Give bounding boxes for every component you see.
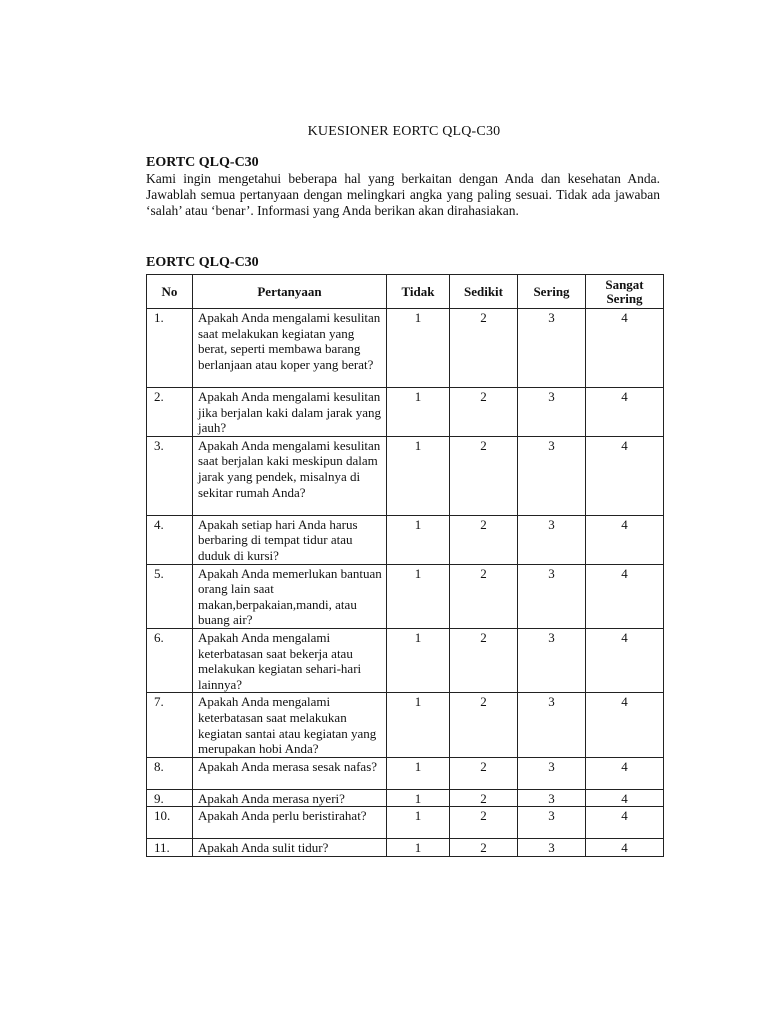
table-row <box>147 309 664 388</box>
table-row <box>147 564 664 628</box>
header-tidak: Tidak <box>387 275 450 309</box>
header-question: Pertanyaan <box>193 275 387 309</box>
score-option-2[interactable]: 2 <box>450 436 518 515</box>
score-option-4[interactable]: 4 <box>586 515 664 564</box>
row-question: Apakah Anda mengalami keterbatasan saat bekerja atau melakukan kegiatan sehari-hari lainnya? <box>193 628 387 692</box>
score-option-1[interactable]: 1 <box>387 515 450 564</box>
row-number: 1. <box>147 309 193 388</box>
table-row <box>147 693 664 757</box>
score-option-1[interactable]: 1 <box>387 839 450 857</box>
row-number: 7. <box>147 693 193 757</box>
header-sering: Sering <box>518 275 586 309</box>
score-option-3[interactable]: 3 <box>518 515 586 564</box>
row-question: Apakah Anda mengalami keterbatasan saat melakukan kegiatan santai atau kegiatan yang merupakan hobi Anda? <box>193 693 387 757</box>
intro-paragraph: Kami ingin mengetahui beberapa hal yang berkaitan dengan Anda dan kesehatan Anda. Jawablah semua pertanyaan dengan melingkari angka yang paling sesuai. Tidak ada jawaban ‘salah’ atau ‘benar’. Informasi yang Anda berikan akan dirahasiakan. <box>146 171 660 218</box>
score-option-3[interactable]: 3 <box>518 436 586 515</box>
score-option-4[interactable]: 4 <box>586 309 664 388</box>
score-option-4[interactable]: 4 <box>586 564 664 628</box>
row-question: Apakah Anda memerlukan bantuan orang lain saat makan,berpakaian,mandi, atau buang air? <box>193 564 387 628</box>
score-option-3[interactable]: 3 <box>518 693 586 757</box>
score-option-4[interactable]: 4 <box>586 807 664 839</box>
table-row <box>147 515 664 564</box>
score-option-2[interactable]: 2 <box>450 309 518 388</box>
section-heading-table: EORTC QLQ-C30 <box>146 255 259 270</box>
score-option-2[interactable]: 2 <box>450 564 518 628</box>
score-option-1[interactable]: 1 <box>387 807 450 839</box>
row-question: Apakah Anda merasa sesak nafas? <box>193 757 387 789</box>
row-number: 2. <box>147 388 193 437</box>
table-row <box>147 789 664 807</box>
score-option-3[interactable]: 3 <box>518 807 586 839</box>
score-option-3[interactable]: 3 <box>518 388 586 437</box>
score-option-4[interactable]: 4 <box>586 789 664 807</box>
score-option-4[interactable]: 4 <box>586 388 664 437</box>
table-body <box>147 309 664 857</box>
score-option-3[interactable]: 3 <box>518 628 586 692</box>
score-option-3[interactable]: 3 <box>518 839 586 857</box>
row-number: 11. <box>147 839 193 857</box>
score-option-2[interactable]: 2 <box>450 789 518 807</box>
table-row <box>147 839 664 857</box>
row-number: 10. <box>147 807 193 839</box>
score-option-3[interactable]: 3 <box>518 789 586 807</box>
score-option-1[interactable]: 1 <box>387 757 450 789</box>
score-option-1[interactable]: 1 <box>387 436 450 515</box>
table-row <box>147 757 664 789</box>
table-row <box>147 388 664 437</box>
row-number: 4. <box>147 515 193 564</box>
table-row <box>147 436 664 515</box>
score-option-4[interactable]: 4 <box>586 839 664 857</box>
header-no: No <box>147 275 193 309</box>
questionnaire-table <box>146 274 664 857</box>
row-question: Apakah Anda sulit tidur? <box>193 839 387 857</box>
row-number: 3. <box>147 436 193 515</box>
score-option-2[interactable]: 2 <box>450 693 518 757</box>
row-number: 6. <box>147 628 193 692</box>
score-option-2[interactable]: 2 <box>450 807 518 839</box>
score-option-2[interactable]: 2 <box>450 757 518 789</box>
row-number: 5. <box>147 564 193 628</box>
row-question: Apakah Anda perlu beristirahat? <box>193 807 387 839</box>
row-question: Apakah setiap hari Anda harus berbaring di tempat tidur atau duduk di kursi? <box>193 515 387 564</box>
score-option-1[interactable]: 1 <box>387 388 450 437</box>
score-option-1[interactable]: 1 <box>387 564 450 628</box>
score-option-2[interactable]: 2 <box>450 515 518 564</box>
score-option-3[interactable]: 3 <box>518 309 586 388</box>
score-option-2[interactable]: 2 <box>450 628 518 692</box>
header-sangat-sering: Sangat Sering <box>586 275 664 309</box>
table-row <box>147 807 664 839</box>
score-option-2[interactable]: 2 <box>450 388 518 437</box>
row-question: Apakah Anda mengalami kesulitan jika berjalan kaki dalam jarak yang jauh? <box>193 388 387 437</box>
score-option-4[interactable]: 4 <box>586 628 664 692</box>
score-option-2[interactable]: 2 <box>450 839 518 857</box>
row-number: 9. <box>147 789 193 807</box>
row-question: Apakah Anda mengalami kesulitan saat berjalan kaki meskipun dalam jarak yang pendek, misalnya di sekitar rumah Anda? <box>193 436 387 515</box>
table-header-row <box>147 275 664 309</box>
score-option-4[interactable]: 4 <box>586 757 664 789</box>
row-question: Apakah Anda mengalami kesulitan saat melakukan kegiatan yang berat, seperti membawa barang berlanjaan atau koper yang berat? <box>193 309 387 388</box>
document-title: KUESIONER EORTC QLQ-C30 <box>307 124 501 139</box>
header-sedikit: Sedikit <box>450 275 518 309</box>
section-heading-intro: EORTC QLQ-C30 <box>146 155 259 170</box>
row-question: Apakah Anda merasa nyeri? <box>193 789 387 807</box>
row-number: 8. <box>147 757 193 789</box>
score-option-4[interactable]: 4 <box>586 693 664 757</box>
score-option-1[interactable]: 1 <box>387 309 450 388</box>
table-row <box>147 628 664 692</box>
score-option-1[interactable]: 1 <box>387 789 450 807</box>
score-option-3[interactable]: 3 <box>518 757 586 789</box>
score-option-1[interactable]: 1 <box>387 693 450 757</box>
score-option-1[interactable]: 1 <box>387 628 450 692</box>
score-option-4[interactable]: 4 <box>586 436 664 515</box>
score-option-3[interactable]: 3 <box>518 564 586 628</box>
